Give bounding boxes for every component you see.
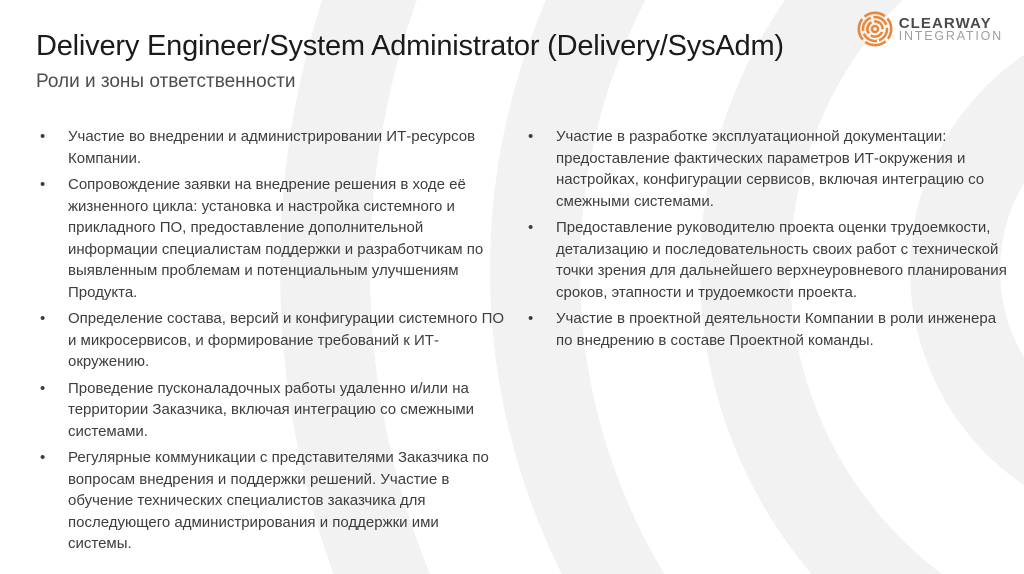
bullet-text: Участие во внедрении и администрировании ИТ-ресурсов Компании. [68, 128, 476, 167]
list-item [36, 126, 506, 169]
page-subtitle: Роли и зоны ответственности [36, 71, 296, 93]
list-item [36, 308, 506, 373]
bullet-marker: • [40, 379, 46, 397]
list-item [524, 217, 1010, 303]
bullet-marker: • [40, 128, 46, 145]
bullet-text: Сопровождение заявки на внедрение решения в ходе её жизненного цикла: установка и настройка системного и прикладного ПО, предоставление дополнительной информации специалистам поддержки и разработчикам по выявленным проблемам и потенциальным улучшениям Продукта. [68, 176, 484, 301]
bullet-text: Проведение пусконаладочных работы удаленно и/или на территории Заказчика, включая интеграцию со смежными системами. [68, 379, 475, 440]
bullet-text: Определение состава, версий и конфигурации системного ПО и микросервисов, и формирование требований к ИТ-окружению. [68, 310, 505, 370]
bullet-marker: • [40, 176, 46, 193]
slide-header [36, 28, 784, 93]
concentric-rings-icon [857, 11, 893, 47]
left-column [36, 126, 506, 560]
list-item [524, 308, 1010, 351]
bullet-marker: • [528, 128, 534, 145]
bullet-text: Участие в проектной деятельности Компании в роли инженера по внедрению в составе Проектной команды. [556, 310, 997, 349]
bullet-marker: • [528, 219, 534, 236]
bullet-marker: • [528, 310, 534, 327]
list-item [36, 174, 506, 303]
bullet-text: Участие в разработке эксплуатационной документации: предоставление фактических параметров ИТ-окружения и настройках, конфигурации сервисов, включая интеграцию со смежными системами. [556, 128, 985, 210]
clearway-logo [857, 11, 1003, 47]
page-title: Delivery Engineer/System Administrator (Delivery/SysAdm) [36, 30, 784, 62]
logo-wordmark [899, 16, 1003, 43]
bullet-marker: • [40, 310, 46, 327]
logo-name: CLEARWAY [898, 14, 992, 32]
logo-subname: INTEGRATION [898, 28, 1003, 43]
bullet-marker: • [40, 449, 46, 466]
list-item [36, 447, 506, 555]
list-item [524, 126, 1010, 212]
right-column [524, 126, 1010, 356]
bullet-text: Предоставление руководителю проекта оценки трудоемкости, детализацию и последовательность своих работ с технической точки зрения для дальнейшего верхнеуровневого планирования сроков, этапности и трудоемкости проекта. [556, 219, 1007, 301]
left-bullet-list [36, 126, 506, 555]
bullet-text: Регулярные коммуникации с представителями Заказчика по вопросам внедрения и поддержки решений. Участие в обучение технических специалистов заказчика для последующего администрирования и поддержки ими системы. [68, 449, 489, 552]
right-bullet-list [524, 126, 1010, 351]
list-item [36, 378, 506, 443]
